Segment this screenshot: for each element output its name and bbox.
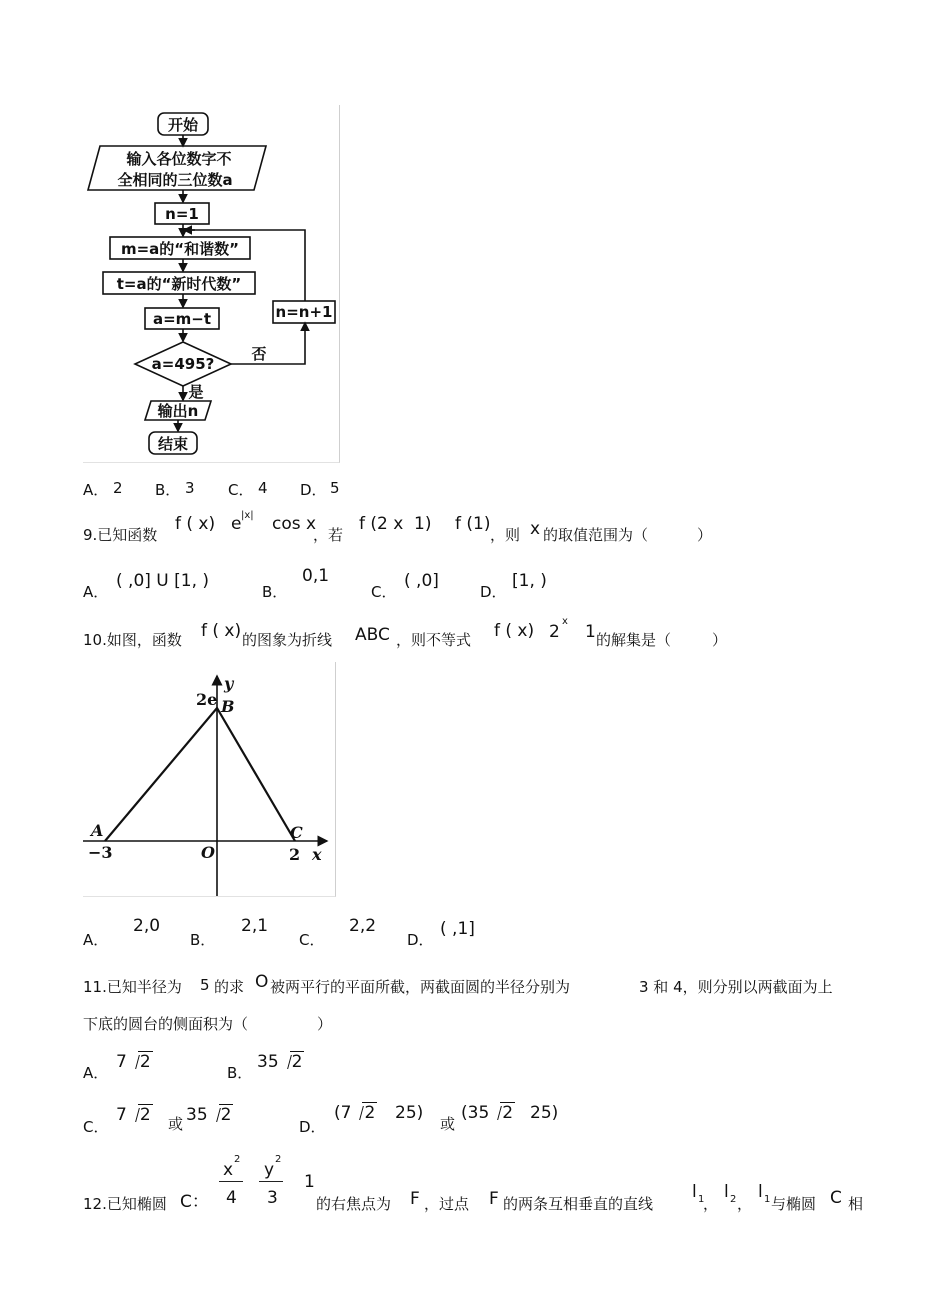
- q11-option-d-value1: [334, 1103, 377, 1123]
- sqrt-symbol: [208, 1105, 234, 1125]
- q10-mid: 的图象为折线: [242, 631, 333, 649]
- q11-option-a-label: A．: [83, 1064, 109, 1082]
- sqrt-symbol: [279, 1052, 305, 1072]
- flow-m-label: m=a的“和谐数”: [120, 240, 240, 258]
- q12-l2: l: [724, 1182, 729, 1202]
- q10-graph-figure: [83, 662, 336, 897]
- q11-option-a-coef: 7: [116, 1052, 127, 1072]
- q11-option-d-radicand1: 2: [364, 1103, 376, 1123]
- q9-option-c-label: C．: [371, 583, 397, 601]
- q8-option-b-label: B．: [155, 481, 181, 499]
- q9-x: x: [530, 519, 541, 539]
- q11-mid1: 的求: [214, 978, 245, 996]
- q11-radii: 3 和 4，则分别以两截面为上: [639, 978, 833, 996]
- q9-option-c-value: ( ,0]: [404, 571, 439, 591]
- q10-suffix: 的解集是（: [596, 631, 672, 649]
- point-c-label: C: [290, 823, 303, 842]
- q12-c2: C: [830, 1188, 842, 1208]
- q11-option-c-value1: [116, 1105, 153, 1125]
- flow-start-label: 开始: [167, 116, 199, 134]
- q12-mid2: ，过点: [424, 1195, 470, 1213]
- flowchart-figure: [83, 105, 340, 463]
- q11-option-c-or: 或: [168, 1115, 184, 1133]
- sqrt-symbol: [127, 1105, 153, 1125]
- q11-option-d-c: (35: [461, 1103, 490, 1123]
- q10-close: ）: [712, 631, 728, 649]
- q12-one: 1: [304, 1172, 315, 1192]
- q9-cos: cos x: [272, 514, 317, 534]
- q11-option-c-radicand2: 2: [220, 1105, 232, 1125]
- flow-no-label: 否: [251, 345, 267, 363]
- q9-one: 1): [414, 514, 432, 534]
- q12-frac-line-2: [259, 1181, 283, 1182]
- q11-option-d-value2: [461, 1103, 515, 1123]
- q10-fx2: f ( x): [494, 621, 535, 641]
- q11-o: O: [255, 972, 269, 992]
- q11-option-d-radicand2: 2: [502, 1103, 514, 1123]
- q9-e: e: [231, 514, 242, 534]
- q12-mid3: 的两条互相垂直的直线: [503, 1195, 654, 1213]
- q12-comma2: ，: [737, 1195, 753, 1213]
- q10-option-a-label: A．: [83, 931, 109, 949]
- origin-label: O: [201, 843, 215, 862]
- q12-comma1: ，: [703, 1195, 719, 1213]
- q11-option-b-label: B．: [227, 1064, 253, 1082]
- flow-input-line2: 全相同的三位数a: [117, 171, 233, 189]
- sqrt-symbol: [489, 1103, 515, 1123]
- q10-prefix: 10.如图，函数: [83, 631, 182, 649]
- q11-option-c-coef1: 7: [116, 1105, 127, 1125]
- q11-option-d-a: (7: [334, 1103, 352, 1123]
- flow-input-line1: 输入各位数字不: [126, 150, 232, 168]
- q11-line2: 下底的圆台的侧面积为（: [83, 1015, 249, 1033]
- a-value-label: −3: [88, 843, 113, 862]
- flow-output-label: 输出n: [157, 402, 199, 420]
- q12-l1-sub: 1: [698, 1194, 705, 1205]
- q11-prefix: 11.已知半径为: [83, 978, 182, 996]
- q12-l3-sub: 1: [764, 1194, 771, 1205]
- q9-option-a-label: A．: [83, 583, 109, 601]
- q11-option-b-radicand: 2: [291, 1052, 303, 1072]
- q10-graph-svg: [83, 662, 335, 896]
- q10-option-a-value: 2,0: [133, 916, 161, 936]
- q11-option-a-radicand: 2: [139, 1052, 151, 1072]
- q9-option-b-value: 0,1: [302, 566, 330, 586]
- flowchart-svg: [83, 105, 339, 462]
- q11-option-b-coef: 35: [257, 1052, 279, 1072]
- q12-mid1: 的右焦点为: [316, 1195, 392, 1213]
- q11-option-a-value: [116, 1052, 153, 1072]
- q10-option-b-label: B．: [190, 931, 216, 949]
- q11-option-d-or: 或: [440, 1115, 456, 1133]
- q12-c: C：: [180, 1192, 209, 1212]
- flow-t-label: t=a的“新时代数”: [116, 275, 242, 293]
- q12-den2: 3: [267, 1188, 278, 1208]
- q10-one: 1: [585, 622, 596, 642]
- q12-l2-sub: 2: [730, 1194, 737, 1205]
- q10-fx: f ( x): [201, 621, 242, 641]
- point-b-label: B: [221, 697, 235, 716]
- q10-option-b-value: 2,1: [241, 916, 269, 936]
- q9-close: ）: [697, 526, 713, 544]
- q11-option-b-value: [257, 1052, 304, 1072]
- q12-prefix: 12.已知椭圆: [83, 1195, 167, 1213]
- flow-decision-label: a=495?: [151, 355, 215, 373]
- q11-option-c-value2: [186, 1105, 233, 1125]
- q12-x2: x: [223, 1160, 234, 1180]
- q8-option-a-value: 2: [113, 479, 123, 497]
- point-a-label: A: [91, 821, 104, 840]
- q10-then: ，则不等式: [396, 631, 472, 649]
- q12-l1: l: [692, 1182, 697, 1202]
- flow-end-label: 结束: [157, 435, 189, 453]
- q12-y2-exp: 2: [275, 1154, 282, 1165]
- q10-two: 2: [549, 622, 560, 642]
- q11-option-d-b: 25): [395, 1103, 424, 1123]
- q12-den1: 4: [226, 1188, 237, 1208]
- q11-option-d-label: D．: [299, 1118, 326, 1136]
- q12-y2: y: [264, 1160, 275, 1180]
- q12-f2: F: [489, 1189, 499, 1209]
- b-value-label: 2e: [196, 690, 218, 709]
- q11-option-d-d: 25): [530, 1103, 559, 1123]
- q12-f1: F: [410, 1189, 420, 1209]
- q10-option-d-value: ( ,1]: [440, 919, 475, 939]
- q8-option-a-label: A．: [83, 481, 109, 499]
- q11-option-c-label: C．: [83, 1118, 109, 1136]
- q12-frac-line-1: [219, 1181, 243, 1182]
- q9-f2x: f (2 x: [359, 514, 404, 534]
- q9-mid: ，若: [313, 526, 344, 544]
- q9-fx: f ( x): [175, 514, 216, 534]
- y-axis-label: y: [224, 674, 234, 693]
- flow-increment-label: n=n+1: [275, 303, 333, 321]
- q11-mid2: 被两平行的平面所截，两截面圆的半径分别为: [270, 978, 571, 996]
- sqrt-symbol: [127, 1052, 153, 1072]
- q9-option-a-value: ( ,0] U [1, ): [116, 571, 210, 591]
- flow-yes-label: 是: [188, 383, 204, 401]
- q9-option-d-label: D．: [480, 583, 507, 601]
- q9-then: ，则: [490, 526, 521, 544]
- q11-radius: 5: [200, 976, 210, 994]
- q12-l3: l: [758, 1182, 763, 1202]
- x-axis-label: x: [312, 845, 322, 864]
- q12-mid4: 与椭圆: [771, 1195, 817, 1213]
- polyline-abc: [105, 708, 295, 841]
- q11-option-c-coef2: 35: [186, 1105, 208, 1125]
- q11-close: ）: [317, 1015, 333, 1033]
- flow-a-label: a=m−t: [152, 310, 212, 328]
- q9-f1: f (1): [455, 514, 491, 534]
- q12-suffix: 相: [848, 1195, 864, 1213]
- q12-x2-exp: 2: [234, 1154, 241, 1165]
- q8-option-c-value: 4: [258, 479, 268, 497]
- q10-option-c-label: C．: [299, 931, 325, 949]
- sqrt-symbol: [351, 1103, 377, 1123]
- q9-suffix: 的取值范围为（: [543, 526, 649, 544]
- q8-option-d-value: 5: [330, 479, 340, 497]
- c-value-label: 2: [289, 845, 301, 864]
- q9-option-d-value: [1, ): [512, 571, 547, 591]
- q9-option-b-label: B．: [262, 583, 288, 601]
- q10-option-d-label: D．: [407, 931, 434, 949]
- q10-abc: ABC: [355, 625, 390, 645]
- q10-exp: x: [562, 616, 568, 627]
- flow-init-label: n=1: [165, 205, 199, 223]
- q9-prefix: 9.已知函数: [83, 526, 158, 544]
- q10-option-c-value: 2,2: [349, 916, 377, 936]
- q8-option-b-value: 3: [185, 479, 195, 497]
- q8-option-d-label: D．: [300, 481, 327, 499]
- q9-exp: |x|: [241, 510, 254, 521]
- q8-option-c-label: C．: [228, 481, 254, 499]
- q11-option-c-radicand1: 2: [139, 1105, 151, 1125]
